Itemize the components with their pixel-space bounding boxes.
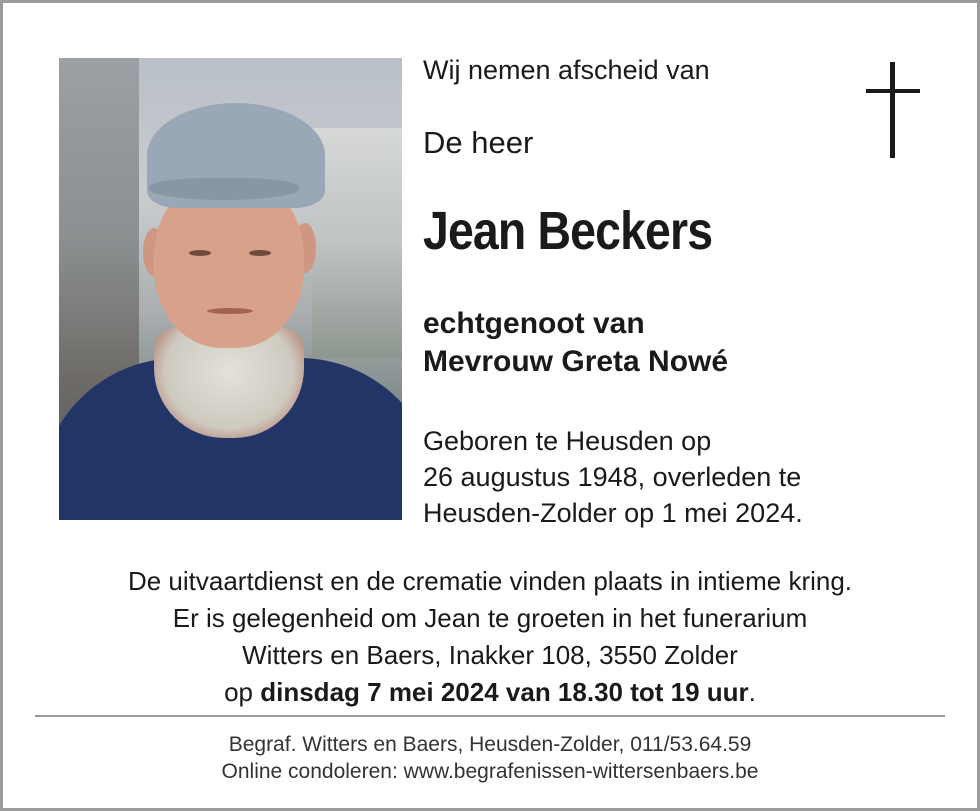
service-datetime: dinsdag 7 mei 2024 van 18.30 tot 19 uur	[260, 677, 749, 707]
spouse-line-2: Mevrouw Greta Nowé	[423, 345, 729, 378]
intro-text: Wij nemen afscheid van	[423, 55, 710, 85]
portrait-photo	[59, 58, 402, 520]
footer	[0, 731, 980, 785]
cross-icon	[866, 62, 920, 158]
spouse-line-1: echtgenoot van	[423, 307, 645, 340]
service-line-4-prefix: op	[224, 677, 253, 707]
birth-death-block	[423, 423, 803, 531]
born-line-3: Heusden-Zolder op 1 mei 2024.	[423, 498, 803, 528]
service-details	[0, 563, 980, 711]
spouse-block	[423, 305, 728, 381]
born-line-1: Geboren te Heusden op	[423, 426, 712, 456]
service-line-1: De uitvaartdienst en de crematie vinden plaats in intieme kring.	[127, 566, 853, 596]
service-line-4	[0, 674, 980, 711]
service-line-4-suffix: .	[748, 677, 756, 707]
honorific: De heer	[423, 125, 534, 160]
divider	[35, 715, 945, 717]
deceased-name: Jean Beckers	[423, 201, 713, 261]
service-line-3: Witters en Baers, Inakker 108, 3550 Zolder	[242, 640, 738, 670]
service-line-2: Er is gelegenheid om Jean te groeten in het funerarium	[172, 603, 808, 633]
funeral-home-contact: Begraf. Witters en Baers, Heusden-Zolder, 011/53.64.59	[228, 733, 752, 756]
online-condolences: Online condoleren: www.begrafenissen-wittersenbaers.be	[221, 760, 759, 783]
born-line-2: 26 augustus 1948, overleden te	[423, 462, 802, 492]
